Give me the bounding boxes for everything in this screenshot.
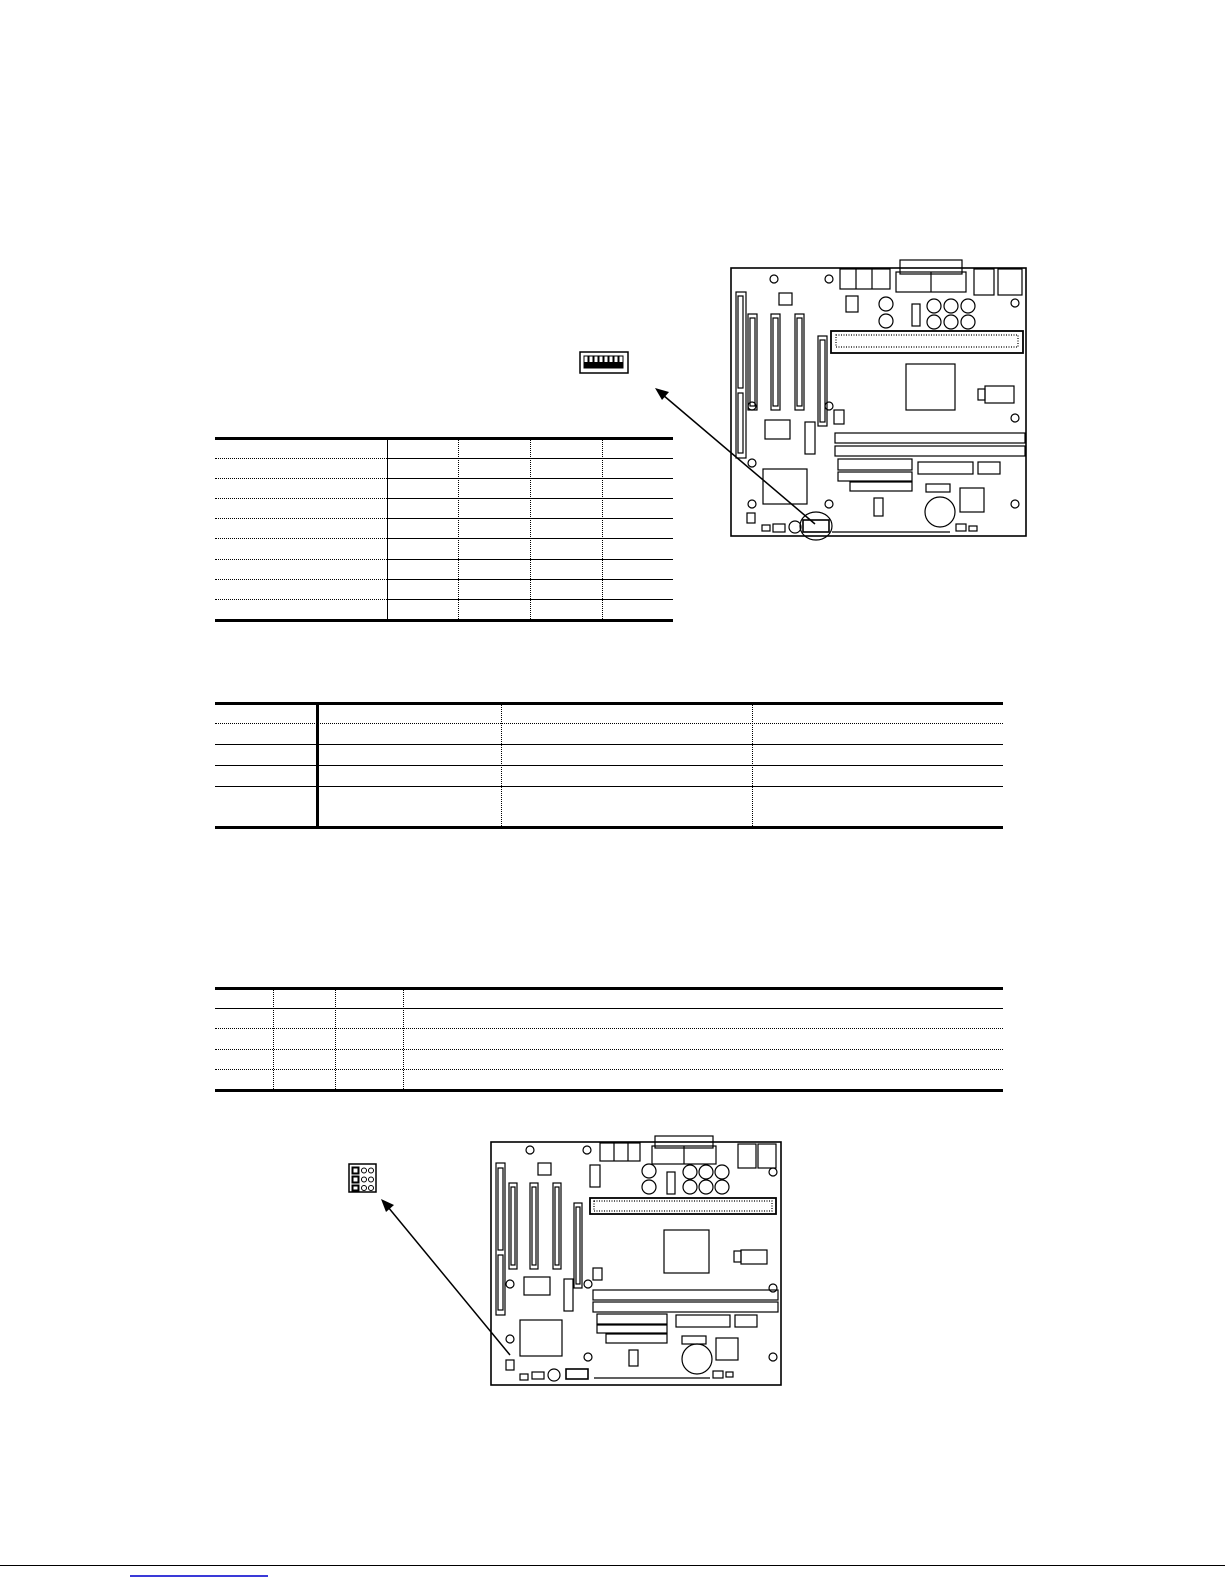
motherboard-diagram [491, 1136, 781, 1385]
footer-rule [0, 1565, 1225, 1566]
footer-link[interactable] [130, 1575, 268, 1577]
jumper-block-icon [349, 1164, 376, 1192]
